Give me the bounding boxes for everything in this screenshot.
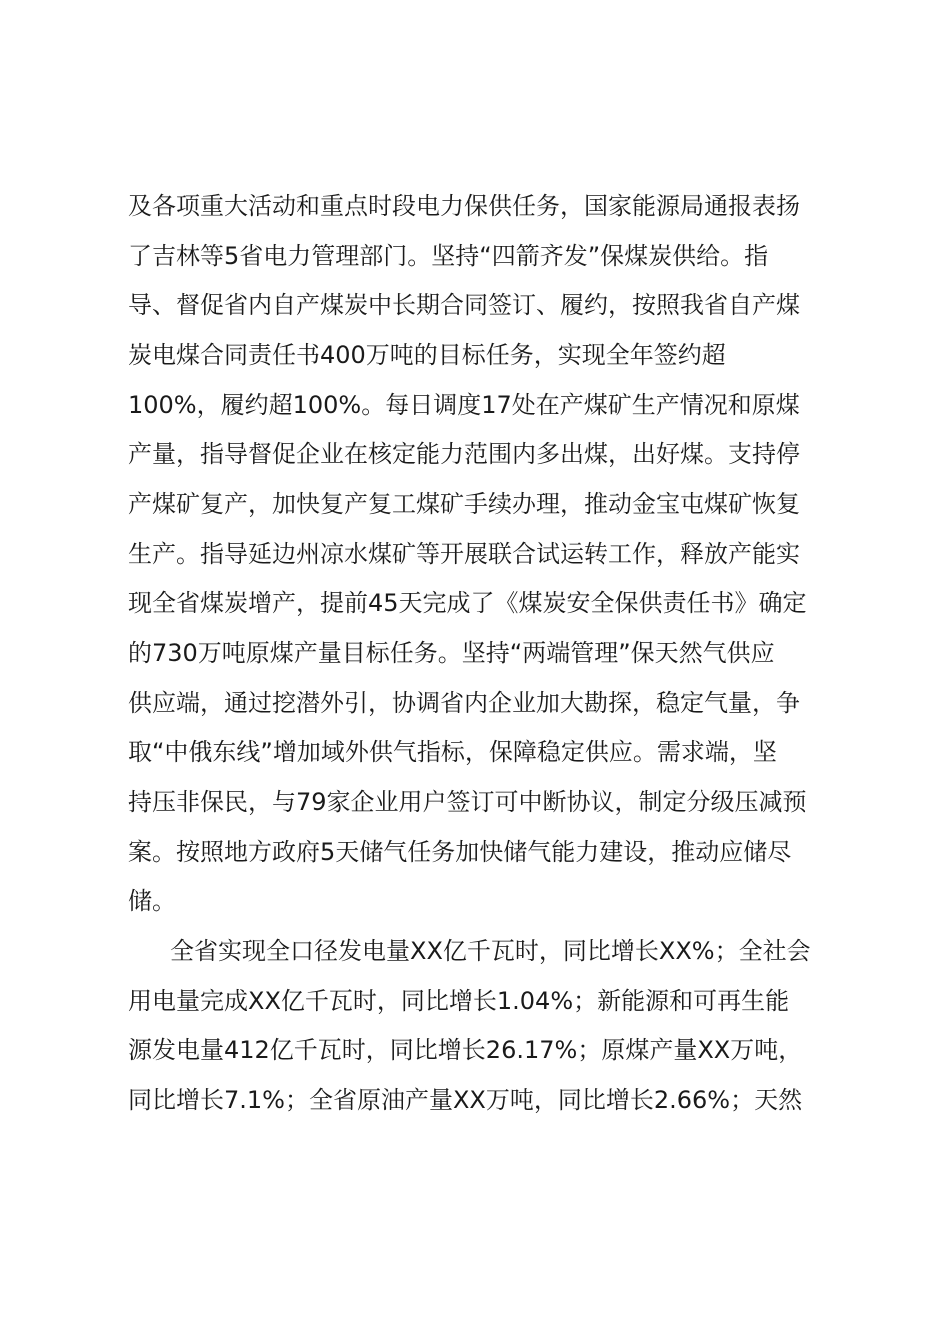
- text-line: 全省实现全口径发电量XX亿千瓦时，同比增长XX%；全社会: [170, 937, 811, 965]
- text-line: 取“中俄东线”增加域外供气指标，保障稳定供应。需求端，坚: [128, 738, 777, 766]
- text-line: 的730万吨原煤产量目标任务。坚持“两端管理”保天然气供应: [128, 639, 775, 667]
- text-line: 持压非保民，与79家企业用户签订可中断协议，制定分级压减预: [128, 788, 807, 816]
- text-line: 同比增长7.1%；全省原油产量XX万吨，同比增长2.66%；天然: [128, 1086, 803, 1114]
- text-line: 100%，履约超100%。每日调度17处在产煤矿生产情况和原煤: [128, 391, 800, 419]
- text-line: 了吉林等5省电力管理部门。坚持“四箭齐发”保煤炭供给。指: [128, 242, 769, 270]
- text-line: 储。: [128, 887, 176, 915]
- text-line: 案。按照地方政府5天储气任务加快储气能力建设，推动应储尽: [128, 838, 792, 866]
- text-line: 用电量完成XX亿千瓦时，同比增长1.04%；新能源和可再生能: [128, 987, 790, 1015]
- text-line: 供应端，通过挖潜外引，协调省内企业加大勘探，稳定气量，争: [128, 689, 800, 717]
- text-line: 炭电煤合同责任书400万吨的目标任务，实现全年签约超: [128, 341, 726, 369]
- text-line: 源发电量412亿千瓦时，同比增长26.17%；原煤产量XX万吨，: [128, 1036, 803, 1064]
- text-line: 导、督促省内自产煤炭中长期合同签订、履约，按照我省自产煤: [128, 291, 800, 319]
- text-line: 产量，指导督促企业在核定能力范围内多出煤，出好煤。支持停: [128, 440, 800, 468]
- text-line: 及各项重大活动和重点时段电力保供任务，国家能源局通报表扬: [128, 192, 800, 220]
- text-line: 生产。指导延边州凉水煤矿等开展联合试运转工作，释放产能实: [128, 540, 800, 568]
- text-line: 产煤矿复产，加快复产复工煤矿手续办理，推动金宝屯煤矿恢复: [128, 490, 800, 518]
- text-line: 现全省煤炭增产，提前45天完成了《煤炭安全保供责任书》确定: [128, 589, 807, 617]
